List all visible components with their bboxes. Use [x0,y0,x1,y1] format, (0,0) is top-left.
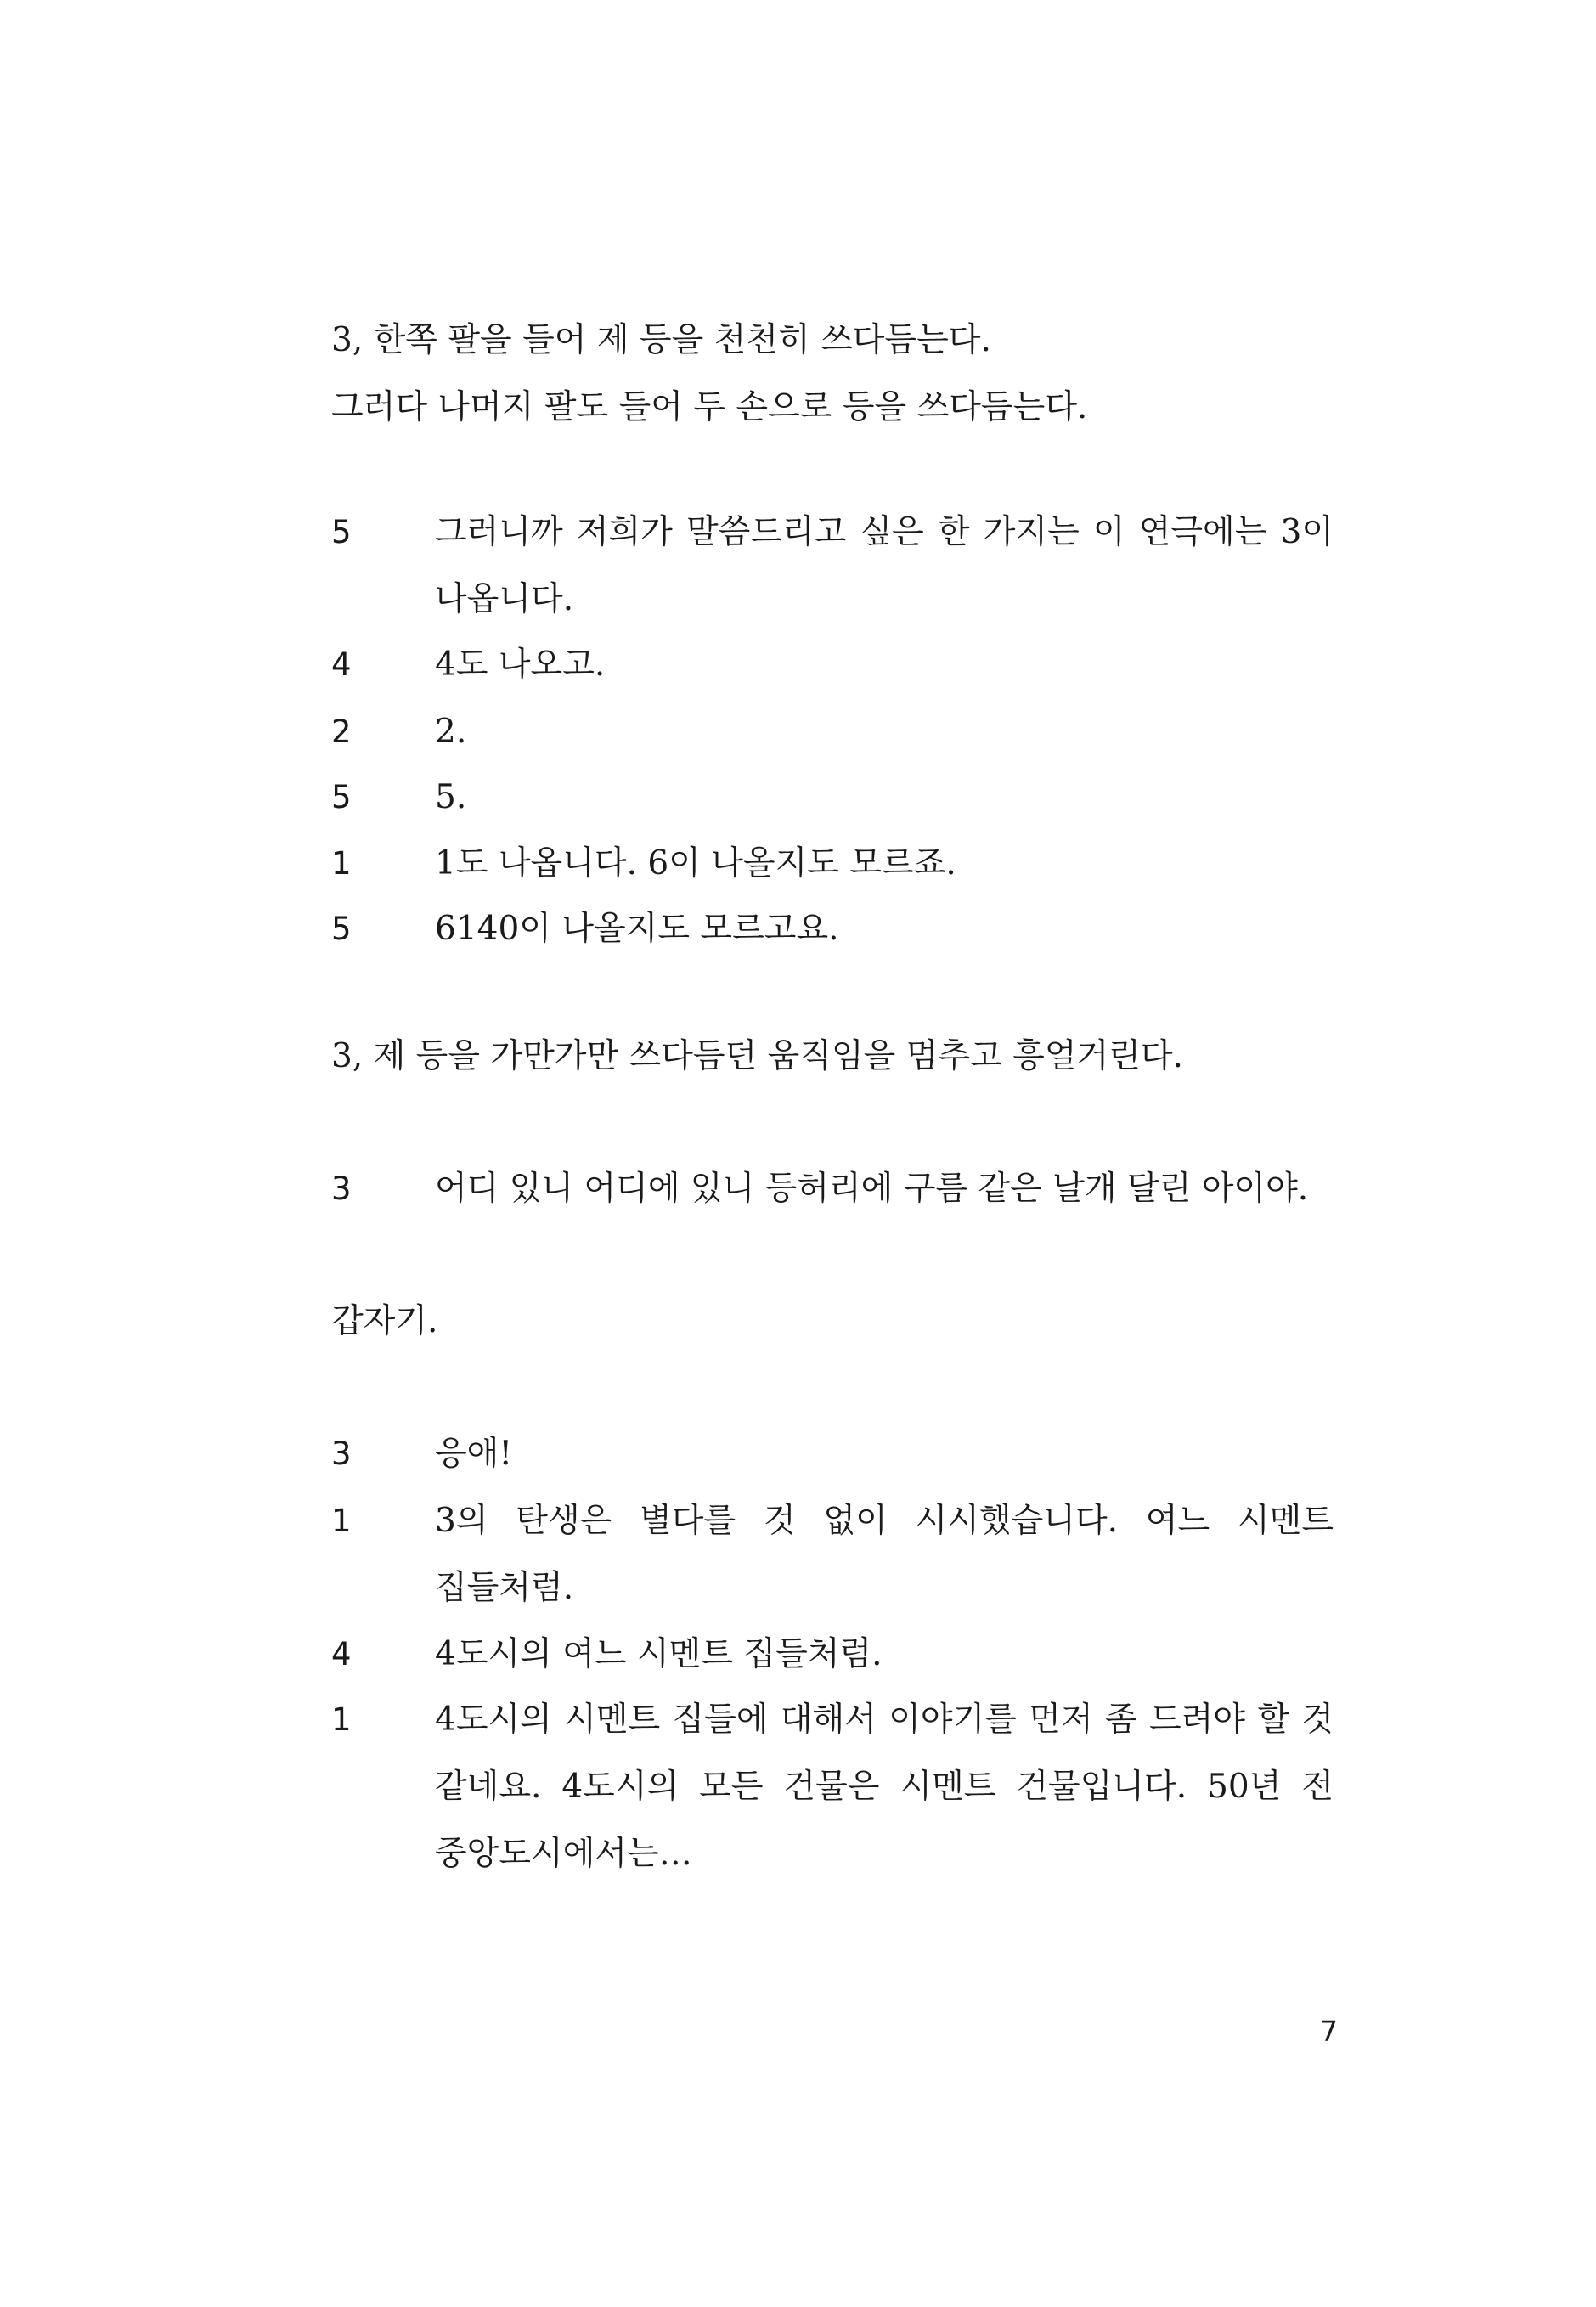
dialogue-text: 6140이 나올지도 모르고요. [435,910,839,948]
speaker-number: 3 [331,1436,352,1472]
dialogue-text: 1도 나옵니다. 6이 나올지도 모르죠. [435,844,956,883]
dialogue-text: 4도시의 시멘트 집들에 대해서 이야기를 먼저 좀 드려야 할 것 같네요. 4도시의 모든 건물은 시멘트 건물입니다. 50년 전 중앙도시에서는… [435,1701,1334,1873]
speaker-number: 1 [331,1503,352,1539]
stage-direction: 3, 한쪽 팔을 들어 제 등을 천천히 쓰다듬는다. [331,321,991,359]
page-number: 7 [1320,2015,1338,2048]
dialogue-text: 어디 있니 어디에 있니 등허리에 구름 같은 날개 달린 아이야. [435,1170,1309,1208]
stage-direction: 그러다 나머지 팔도 들어 두 손으로 등을 쓰다듬는다. [331,388,1088,426]
speaker-number: 4 [331,1636,352,1672]
speaker-number: 3 [331,1170,352,1207]
dialogue-text: 3의 탄생은 별다를 것 없이 시시했습니다. 여느 시멘트 집들처럼. [435,1502,1334,1607]
speaker-number: 1 [331,1701,352,1738]
dialogue-text: 그러니까 저희가 말씀드리고 싶은 한 가지는 이 연극에는 3이 나옵니다. [435,513,1334,618]
dialogue-text: 5. [435,778,467,816]
speaker-number: 5 [331,911,352,947]
speaker-number: 1 [331,845,352,882]
speaker-number: 5 [331,514,352,550]
dialogue-text: 2. [435,713,467,751]
dialogue-text: 4도시의 여느 시멘트 집들처럼. [435,1635,883,1673]
stage-direction: 3, 제 등을 가만가만 쓰다듬던 움직임을 멈추고 흥얼거린다. [331,1037,1183,1075]
speaker-number: 4 [331,646,352,683]
dialogue-text: 응애! [435,1435,513,1473]
dialogue-text: 4도 나오고. [435,646,606,684]
speaker-number: 5 [331,779,352,815]
speaker-number: 2 [331,714,352,750]
stage-direction: 갑자기. [331,1302,438,1340]
